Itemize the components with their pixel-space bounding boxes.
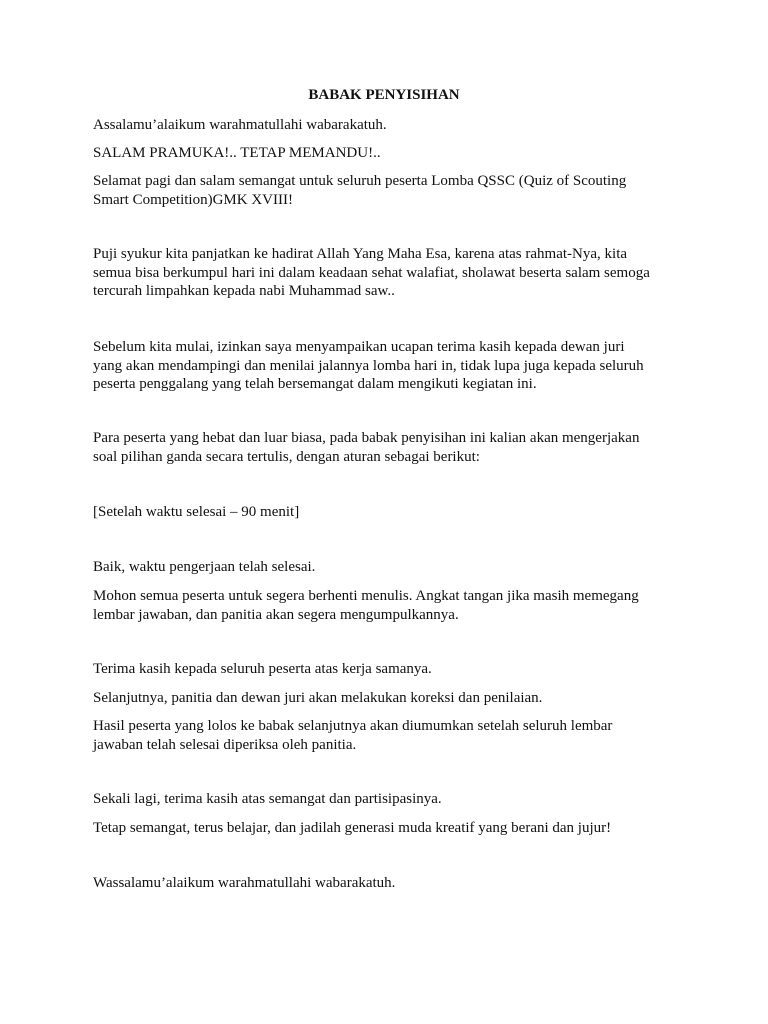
paragraph-line: peserta penggalang yang telah bersemangat dalam mengikuti kegiatan ini. [93,376,537,392]
paragraph-results [93,717,683,754]
paragraph-thanks-jury [93,338,683,394]
paragraph-line: Puji syukur kita panjatkan ke hadirat Allah Yang Maha Esa, karena atas rahmat-Nya, kita [93,246,628,262]
paragraph-line: Selamat pagi dan salam semangat untuk seluruh peserta Lomba QSSC (Quiz of Scouting [93,173,627,189]
paragraph-line: Tetap semangat, terus belajar, dan jadilah generasi muda kreatif yang berani dan jujur! [93,820,612,836]
paragraph-stop-writing [93,587,683,624]
document-title: BABAK PENYISIHAN [308,87,460,103]
paragraph-line: yang akan mendampingi dan menilai jalannya lomba hari in, tidak lupa juga kepada seluruh [93,357,644,374]
paragraph-salam-pramuka [93,144,683,163]
paragraph-thanks-participants [93,660,683,679]
paragraph-closing [93,874,683,893]
paragraph-line: jawaban telah selesai diperiksa oleh panitia. [93,736,357,753]
paragraph-line: tercurah limpahkan kepada nabi Muhammad saw.. [93,283,395,299]
paragraph-line: Para peserta yang hebat dan luar biasa, pada babak penyisihan ini kalian akan mengerjakan [93,430,640,446]
paragraph-line: Wassalamu’alaikum warahmatullahi wabarakatuh. [93,875,396,891]
paragraph-line: Selanjutnya, panitia dan dewan juri akan melakukan koreksi dan penilaian. [93,690,543,706]
paragraph-line: Sekali lagi, terima kasih atas semangat dan partisipasinya. [93,791,442,807]
paragraph-line: Smart Competition)GMK XVIII! [93,191,293,208]
paragraph-line: SALAM PRAMUKA!.. TETAP MEMANDU!.. [93,145,381,161]
paragraph-line: Assalamu’alaikum warahmatullahi wabarakatuh. [93,117,387,133]
paragraph-line: lembar jawaban, dan panitia akan segera mengumpulkannya. [93,606,459,623]
paragraph-motivation [93,819,683,838]
paragraph-line: semua bisa berkumpul hari ini dalam keadaan sehat walafiat, sholawat beserta salam semoga [93,264,650,281]
paragraph-welcome [93,172,683,209]
paragraph-line: Sebelum kita mulai, izinkan saya menyampaikan ucapan terima kasih kepada dewan juri [93,339,625,355]
paragraph-time-up [93,558,683,577]
paragraph-line: [Setelah waktu selesai – 90 menit] [93,504,300,520]
paragraph-line: Terima kasih kepada seluruh peserta atas kerja samanya. [93,661,432,677]
paragraph-gratitude [93,245,683,301]
paragraph-time-note [93,503,683,522]
paragraph-line: Baik, waktu pengerjaan telah selesai. [93,559,316,575]
paragraph-line: Hasil peserta yang lolos ke babak selanjutnya akan diumumkan setelah seluruh lembar [93,718,613,734]
paragraph-line: Mohon semua peserta untuk segera berhenti menulis. Angkat tangan jika masih memegang [93,588,639,604]
paragraph-correction [93,689,683,708]
paragraph-greeting [93,116,683,135]
paragraph-rules-intro [93,429,683,466]
paragraph-thanks-spirit [93,790,683,809]
paragraph-line: soal pilihan ganda secara tertulis, dengan aturan sebagai berikut: [93,448,480,465]
